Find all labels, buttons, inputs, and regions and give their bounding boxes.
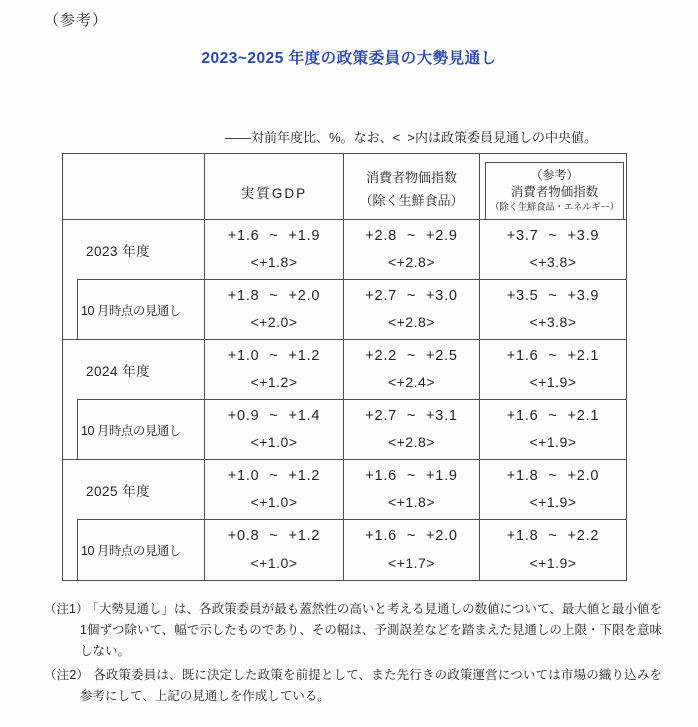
header-real-gdp: 実質GDP (205, 154, 344, 220)
footnote-2-text: 各政策委員は、既に決定した政策を前提として、また先行きの政策運営については市場の織り込みを参考にして、上記の見通しを作成している。 (80, 668, 662, 703)
footnotes (44, 599, 662, 710)
cell-2023-cpi (344, 220, 480, 280)
median-value: <+1.8> (388, 494, 435, 510)
median-value: <+2.8> (388, 254, 435, 270)
range-value: +1.6 ~ +2.0 (365, 528, 458, 544)
range-value: +2.7 ~ +3.1 (365, 408, 458, 424)
range-value: +2.2 ~ +2.5 (365, 348, 458, 364)
median-value: <+1.0> (250, 434, 298, 450)
cell-2023-cpi-ex-energy (480, 220, 626, 280)
header-cpi (344, 154, 480, 220)
cell-2025-cpi-ex-energy (480, 460, 626, 520)
header-reference-box (485, 162, 624, 219)
cell-2023-gdp (205, 220, 344, 280)
cell-2024-gdp (205, 340, 344, 400)
row-label-2025: 2025 年度 (77, 460, 205, 520)
median-value: <+2.0> (250, 314, 298, 330)
range-value: +0.8 ~ +1.2 (227, 528, 321, 544)
range-value: +3.5 ~ +3.9 (506, 288, 600, 304)
header-ref-line1: （参考） (530, 168, 579, 182)
header-cpi-line1: 消費者物価指数 (365, 169, 457, 185)
cell-2024-oct-cpi-ex-energy (480, 400, 626, 460)
gutter-cell (63, 280, 77, 340)
header-cpi-ex-energy (480, 154, 626, 220)
cell-2023-oct-cpi (344, 280, 480, 340)
range-value: +2.8 ~ +2.9 (365, 228, 458, 244)
row-label-2023-october: 10 月時点の見通し (77, 280, 205, 340)
median-value: <+1.9> (529, 494, 577, 510)
range-value: +1.6 ~ +1.9 (365, 468, 458, 484)
median-value: <+3.8> (529, 314, 577, 330)
gutter-cell (63, 340, 77, 400)
outlook-table (62, 153, 627, 581)
median-value: <+2.4> (388, 374, 435, 390)
range-value: +1.8 ~ +2.2 (506, 528, 600, 544)
median-value: <+1.2> (250, 374, 298, 390)
footnote-1 (44, 599, 662, 662)
median-value: <+1.9> (529, 434, 577, 450)
footnote-2 (44, 665, 662, 707)
cell-2023-oct-gdp (205, 280, 344, 340)
range-value: +3.7 ~ +3.9 (506, 228, 600, 244)
header-ref-line3: （除く生鮮食品・エネルギー） (490, 202, 619, 213)
row-label-2024: 2024 年度 (77, 340, 205, 400)
row-label-2024-october: 10 月時点の見通し (77, 400, 205, 460)
footnote-1-text: 「大勢見通し」は、各政策委員が最も蓋然性の高いと考える見通しの数値について、最大値と最小値を1個ずつ除いて、幅で示したものであり、その幅は、予測誤差などを踏まえた見通しの上限・下限を意味しない。 (80, 602, 662, 658)
cell-2025-cpi (344, 460, 480, 520)
range-value: +1.8 ~ +2.0 (227, 288, 321, 304)
page-title: 2023~2025 年度の政策委員の大勢見通し (201, 50, 497, 67)
row-label-2023: 2023 年度 (77, 220, 205, 280)
header-cpi-line2: （除く生鮮食品） (359, 192, 464, 208)
cell-2025-oct-cpi-ex-energy (480, 520, 626, 580)
cell-2024-cpi-ex-energy (480, 340, 626, 400)
median-value: <+2.8> (388, 314, 435, 330)
table-caption: ――対前年度比、%。なお、< >内は政策委員見通しの中央値。 (225, 130, 597, 145)
footnote-2-label: （注2） (44, 668, 90, 682)
median-value: <+1.9> (529, 374, 577, 390)
range-value: +2.7 ~ +3.0 (365, 288, 458, 304)
corner-reference-note: （参考） (44, 12, 109, 29)
median-value: <+1.0> (250, 555, 298, 571)
median-value: <+2.8> (388, 434, 435, 450)
cell-2024-cpi (344, 340, 480, 400)
header-ref-line2: 消費者物価指数 (510, 185, 599, 199)
median-value: <+1.7> (388, 555, 435, 571)
gutter-cell (63, 460, 77, 520)
cell-2025-gdp (205, 460, 344, 520)
range-value: +1.8 ~ +2.0 (506, 468, 600, 484)
gutter-cell (63, 220, 77, 280)
median-value: <+1.9> (529, 555, 577, 571)
range-value: +1.0 ~ +1.2 (227, 468, 321, 484)
cell-2024-oct-gdp (205, 400, 344, 460)
range-value: +1.6 ~ +2.1 (506, 408, 600, 424)
cell-2023-oct-cpi-ex-energy (480, 280, 626, 340)
cell-2024-oct-cpi (344, 400, 480, 460)
range-value: +1.6 ~ +1.9 (227, 228, 321, 244)
gutter-cell (63, 400, 77, 460)
gutter-cell (63, 520, 77, 580)
median-value: <+3.8> (529, 254, 577, 270)
range-value: +0.9 ~ +1.4 (227, 408, 321, 424)
median-value: <+1.8> (250, 254, 298, 270)
header-empty-cell (63, 154, 205, 220)
row-label-2025-october: 10 月時点の見通し (77, 520, 205, 580)
median-value: <+1.0> (250, 494, 298, 510)
range-value: +1.6 ~ +2.1 (506, 348, 600, 364)
footnote-1-label: （注1） (44, 602, 89, 616)
cell-2025-oct-gdp (205, 520, 344, 580)
range-value: +1.0 ~ +1.2 (227, 348, 321, 364)
cell-2025-oct-cpi (344, 520, 480, 580)
